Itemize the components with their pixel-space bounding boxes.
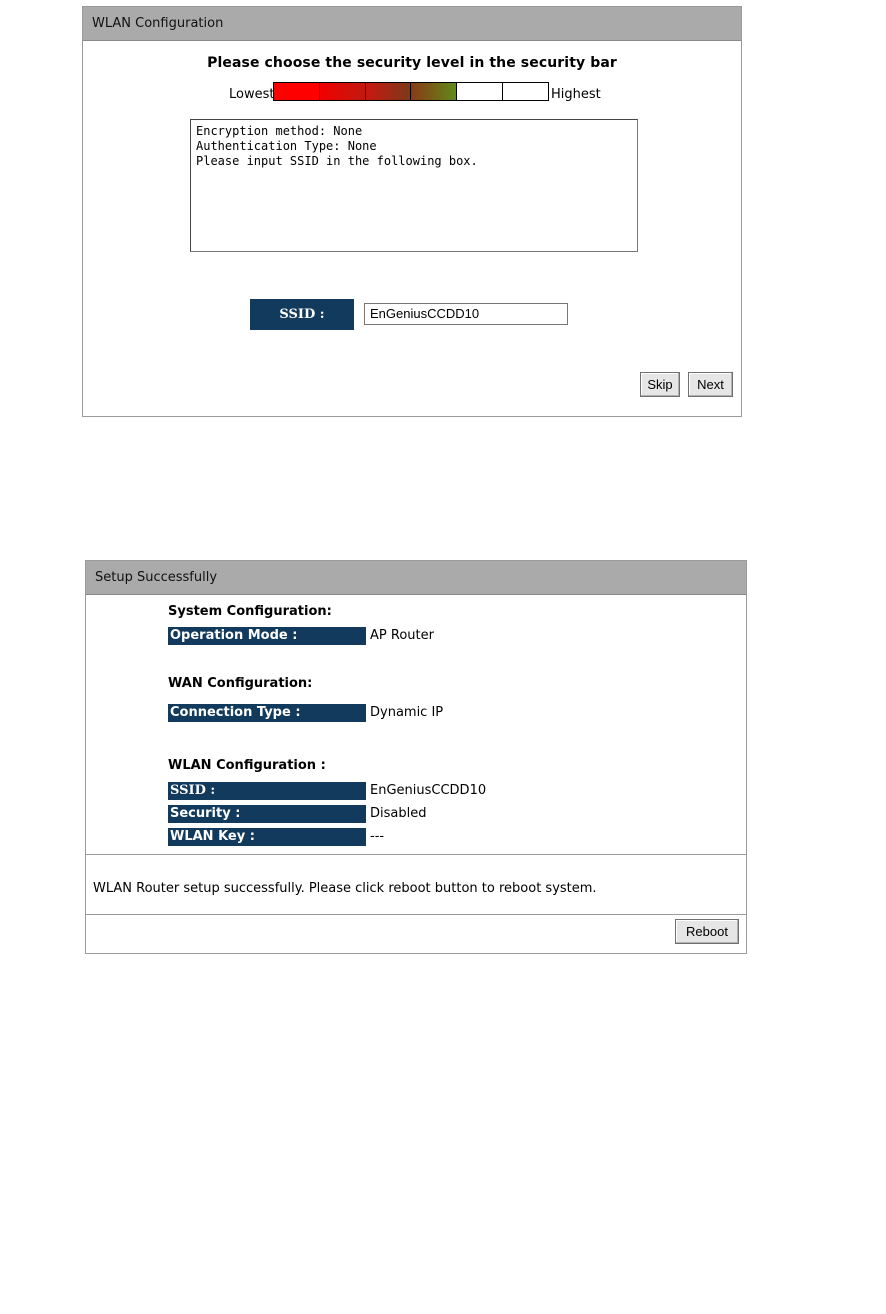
next-button[interactable]: Next bbox=[688, 372, 733, 397]
security-segment-4[interactable] bbox=[411, 83, 457, 100]
system-configuration-heading: System Configuration: bbox=[168, 604, 332, 619]
ssid-label-text: SSID : bbox=[279, 307, 325, 322]
connection-type-label: Connection Type : bbox=[168, 704, 366, 722]
security-summary-label: Security : bbox=[168, 805, 366, 823]
setup-successfully-panel bbox=[85, 560, 747, 954]
wlan-key-label: WLAN Key : bbox=[168, 828, 366, 846]
wlan-configuration-panel bbox=[82, 6, 742, 417]
operation-mode-label: Operation Mode : bbox=[168, 627, 366, 645]
operation-mode-value: AP Router bbox=[370, 628, 434, 643]
security-segment-2[interactable] bbox=[320, 83, 366, 100]
security-segment-6[interactable] bbox=[503, 83, 548, 100]
setup-panel-title: Setup Successfully bbox=[86, 561, 746, 595]
security-level-bar[interactable] bbox=[273, 82, 549, 101]
wlan-key-value: --- bbox=[370, 829, 385, 844]
security-summary-value: Disabled bbox=[370, 806, 427, 821]
wan-configuration-heading: WAN Configuration: bbox=[168, 676, 313, 691]
encryption-info-box: Encryption method: None Authentication Type: None Please input SSID in the following box. bbox=[190, 119, 638, 252]
security-segment-1[interactable] bbox=[274, 83, 320, 100]
wlan-panel-title: WLAN Configuration bbox=[83, 7, 741, 41]
setup-success-message: WLAN Router setup successfully. Please click reboot button to reboot system. bbox=[93, 881, 597, 896]
security-segment-3[interactable] bbox=[366, 83, 412, 100]
security-highest-label: Highest bbox=[551, 87, 601, 102]
ssid-label bbox=[250, 299, 354, 330]
ssid-input[interactable]: EnGeniusCCDD10 bbox=[364, 303, 568, 325]
security-prompt: Please choose the security level in the security bar bbox=[207, 55, 617, 71]
wlan-configuration-heading: WLAN Configuration : bbox=[168, 758, 326, 773]
connection-type-value: Dynamic IP bbox=[370, 705, 444, 720]
security-lowest-label: Lowest bbox=[229, 87, 275, 102]
section-divider bbox=[86, 914, 746, 915]
skip-button[interactable]: Skip bbox=[640, 372, 680, 397]
reboot-button[interactable]: Reboot bbox=[675, 919, 739, 944]
security-segment-5[interactable] bbox=[457, 83, 503, 100]
ssid-summary-value: EnGeniusCCDD10 bbox=[370, 783, 487, 798]
ssid-summary-label: SSID : bbox=[168, 782, 366, 800]
section-divider bbox=[86, 854, 746, 855]
